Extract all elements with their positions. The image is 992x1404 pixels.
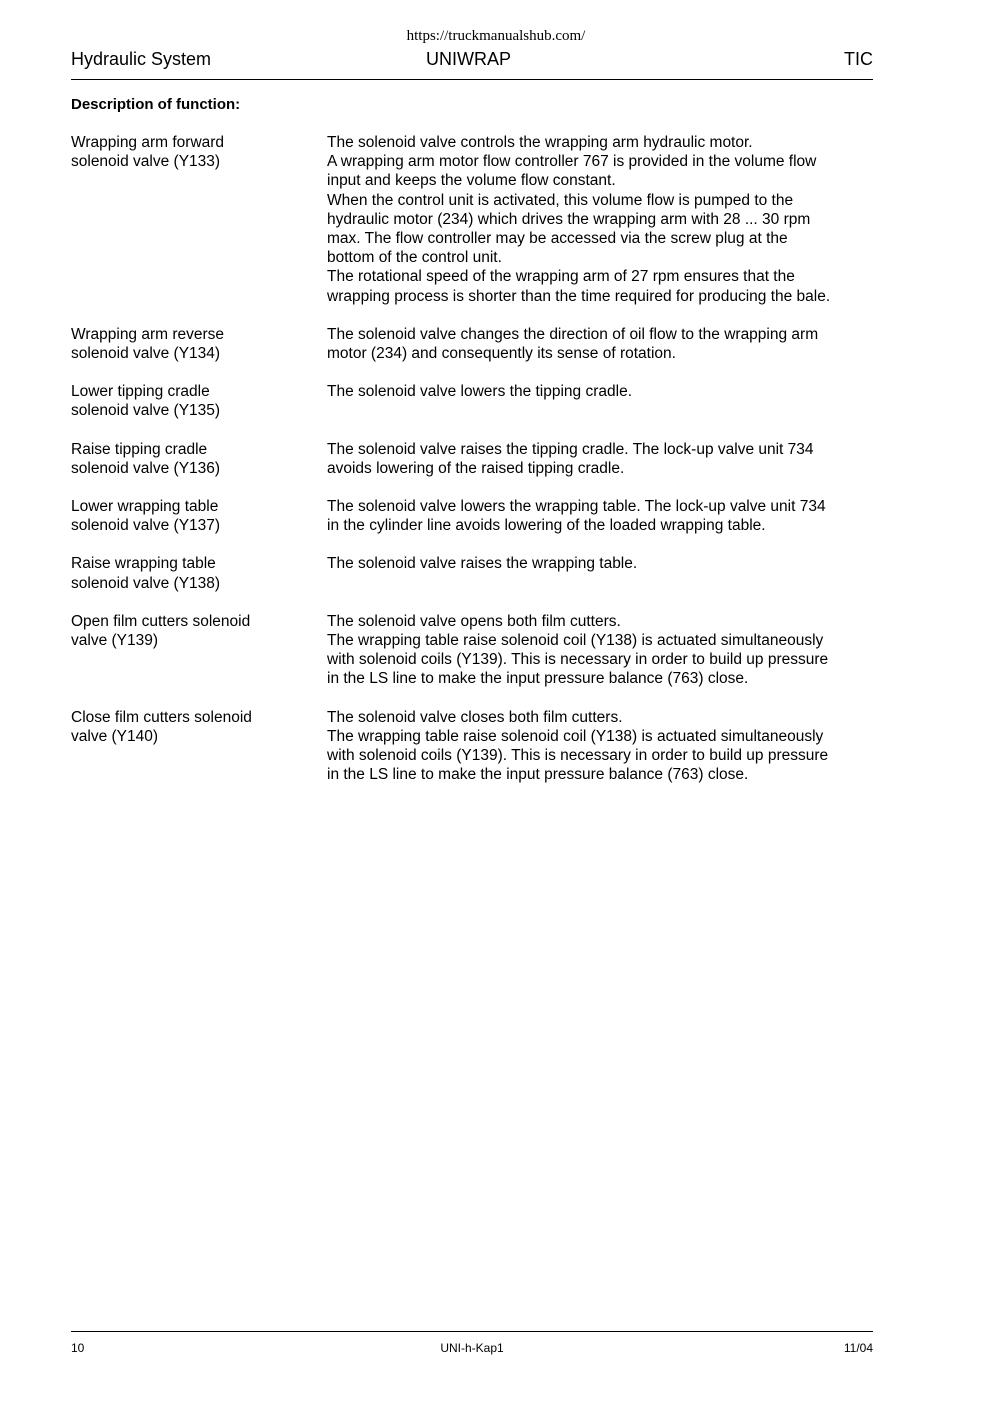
entry-description: The solenoid valve controls the wrapping arm hydraulic motor. A wrapping arm motor flow controller 767 is provided in the volume flow input and keeps the volume flow constant. When the control unit is activated, this volume flow is pumped to the hydraulic motor (234) which drives the wrapping arm with 28 ... 30 rpm max. The flow controller may be accessed via the screw plug at the bottom of the control unit. The rotational speed of the wrapping arm of 27 rpm ensures that the wrapping process is shorter than the time required for producing the bale. (327, 134, 831, 305)
entry-term: Close film cutters solenoid valve (Y140) (71, 708, 252, 745)
entry-description: The solenoid valve lowers the wrapping table. The lock-up valve unit 734 in the cylinder line avoids lowering of the loaded wrapping table. (327, 498, 826, 535)
entry-term: Lower wrapping table solenoid valve (Y137) (71, 498, 221, 535)
section-heading: Description of function: (71, 96, 241, 113)
entry-description: The solenoid valve closes both film cutters. The wrapping table raise solenoid coil (Y138) is actuated simultaneously with solenoid coils (Y139). This is necessary in order to build up pressure in the LS line to make the input pressure balance (763) close. (327, 708, 829, 784)
footer-document-code: UNI-h-Kap1 (440, 1341, 504, 1355)
entry-term: Wrapping arm reverse solenoid valve (Y134) (71, 325, 225, 363)
header-product-name: UNIWRAP (426, 49, 511, 69)
entry-term: Raise wrapping table solenoid valve (Y138) (71, 555, 221, 592)
entry-description: The solenoid valve opens both film cutters. The wrapping table raise solenoid coil (Y138) is actuated simultaneously with solenoid coils (Y139). This is necessary in order to build up pressure in the LS line to make the input pressure balance (763) close. (327, 612, 829, 688)
entry-term: Open film cutters solenoid valve (Y139) (71, 612, 251, 650)
footer-page-number: 10 (71, 1341, 85, 1355)
header-model: TIC (844, 49, 873, 69)
entry-y140 (71, 708, 873, 785)
page-header (71, 48, 873, 72)
entry-y134 (71, 325, 873, 363)
entry-description: The solenoid valve lowers the tipping cradle. (327, 383, 633, 401)
footer-date: 11/04 (843, 1341, 873, 1355)
entry-description: The solenoid valve raises the tipping cradle. The lock-up valve unit 734 avoids lowering of the raised tipping cradle. (327, 440, 814, 477)
entry-y136 (71, 440, 873, 478)
function-description-list (71, 133, 873, 803)
header-divider (71, 79, 873, 80)
entry-term: Lower tipping cradle solenoid valve (Y135) (71, 383, 221, 420)
footer-divider (71, 1331, 873, 1332)
entry-description: The solenoid valve changes the direction of oil flow to the wrapping arm motor (234) and consequently its sense of rotation. (327, 325, 819, 363)
entry-term: Wrapping arm forward solenoid valve (Y133) (71, 134, 225, 171)
entry-y137 (71, 497, 873, 535)
header-section-title: Hydraulic System (71, 49, 212, 69)
entry-y139 (71, 612, 873, 689)
entry-y138 (71, 554, 873, 592)
entry-term: Raise tipping cradle solenoid valve (Y136) (71, 440, 221, 477)
entry-y135 (71, 382, 873, 420)
entry-description: The solenoid valve raises the wrapping table. (327, 555, 638, 573)
source-url: https://truckmanualshub.com/ (406, 28, 586, 44)
entry-y133 (71, 133, 873, 306)
page-footer (71, 1340, 873, 1358)
